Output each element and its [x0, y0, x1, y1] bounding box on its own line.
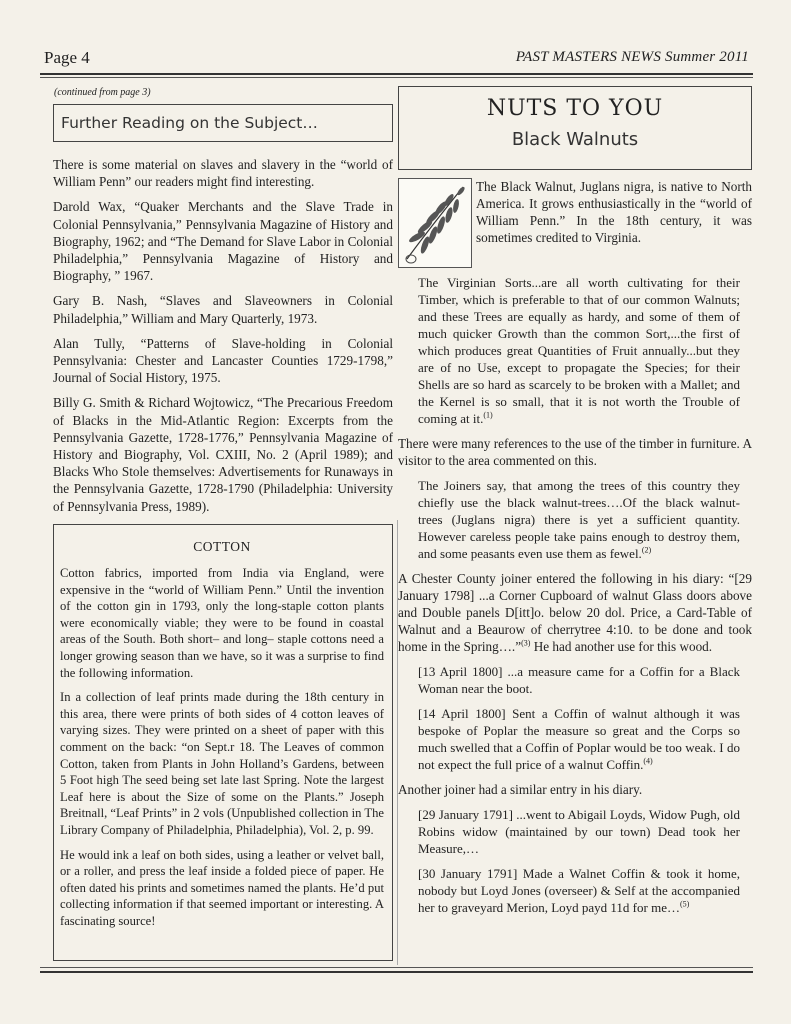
footer-rule-bottom [40, 971, 753, 973]
chester-county-paragraph: A Chester County joiner entered the following in his diary: “[29 January 1798] ...a Corner Cupboard of walnut Glass doors above and Double panels D[itt]o. below 20 dol. Price, a Card-Table of Walnut and a Beaurow of cherrytree 4:10. to be done and took home in the Spring….”$^{(3)}$ He had another use for this wood. [398, 571, 752, 654]
continued-note: (continued from page 3) [54, 87, 151, 98]
footnote-ref: (1) [483, 410, 493, 420]
nuts-subtitle: Black Walnuts [511, 129, 639, 150]
header-rule-bottom [40, 77, 753, 78]
virginian-quote: The Virginian Sorts...are all worth cultivating for their Timber, which is preferable to that of our common Walnuts; and these Trees are equally as hardy, and some of them of much quicker Growth than the common Sort,...the first of which produces great Quantities of Fruit annually...but they are of no Use, except to propagate the Species; for their Shells are so hard as scarcely to be broken with a Mallet; and the Kernel is so small, that it is not worth the Trouble of coming at it.$^{(1)}$ [418, 275, 740, 426]
left-column [53, 104, 393, 523]
reference-nash: Gary B. Nash, “Slaves and Slaveowners in Colonial Philadelphia,” William and Mary Quarterly, 1973. [53, 293, 393, 326]
walnut-leaf-icon [398, 178, 472, 268]
header-rule-top [40, 73, 753, 75]
reference-wax: Darold Wax, “Quaker Merchants and the Slave Trade in Colonial Pennsylvania,” Pennsylvania Magazine of History and Biography, 1962; and “The Demand for Slave Labor in Colonial Philadelphia,” Pennsylvania Magazine of History and Biography, ” 1967. [53, 199, 393, 284]
right-column [398, 86, 752, 924]
further-reading-intro: There is some material on slaves and slavery in the “world of William Penn” our readers might find interesting. [53, 157, 393, 190]
footnote-ref: (4) [643, 756, 653, 766]
cotton-paragraph: Cotton fabrics, imported from India via England, were expensive in the “world of William Penn.” Until the invention of the cotton gin in 1793, only the long-staple cotton plants were economically viable; they were to be found in coastal areas of the South. Both short– and long– staple cottons need a longer growing season than we have, so it was a surprise to find the following information. [60, 566, 384, 680]
footnote-ref: (2) [641, 545, 652, 555]
cotton-title: COTTON [193, 539, 251, 554]
column-divider [397, 520, 398, 965]
masthead: PAST MASTERS NEWS Summer 2011 [515, 49, 749, 65]
reference-smith-wojtowicz: Billy G. Smith & Richard Wojtowicz, “The Precarious Freedom of Blacks in the Mid-Atlantic Region: Excerpts from the Pennsylvania Gazette, 1728-1776,” Pennsylvania Magazine of History and Biography, Vol. CXIII, No. 2 (April 1989); and Blacks Who Stole themselves: Advertisements for Runaways in the Pennsylvania Gazette, 1728-1790 (Philadelphia: University of Pennsylvania Press, 1989). [53, 395, 393, 514]
cotton-paragraph: He would ink a leaf on both sides, using a leather or velvet ball, or a roller, and press the leaf inside a folded piece of paper. He often dated his prints and sometimes named the plants. He’d put collecting information if that seemed important or interesting. A fascinating source! [60, 847, 384, 928]
cotton-article-box [53, 524, 393, 961]
walnut-intro-text: The Black Walnut, Juglans nigra, is native to North America. It grows enthusiastically in the “world of William Penn.” In the 18th century, it was sometimes credited to Virginia. [476, 179, 752, 245]
diary-entry: [13 April 1800] ...a measure came for a Coffin for a Black Woman near the boot. [418, 664, 740, 696]
cotton-paragraph: In a collection of leaf prints made during the 18th century in this area, there were prints of both sides of 4 cotton leaves of varying sizes. They were printed on a sheet of paper with this comment on the back: “on Sept.r 18. The Leaves of common Cotton, taken from Plants in John Holland’s Gardens, between 5 Foot high The seed being set late last Spring. Note the largest Leaf here is about the Size of some on the Plants.” Joseph Breitnall, “Leaf Prints” in 2 vols (Unpublished collection in The Library Company of Philadelphia, Philadelphia), Vol. 2, p. 99. [60, 690, 384, 837]
joiners-quote: The Joiners say, that among the trees of this country they chiefly use the black walnut-trees….Of the black walnut-trees (Juglans nigra) there is yet a sufficient quantity. However careless people take pains enough to destroy them, and some peasants even use them as fewel.$^{(2)}$ [418, 478, 740, 561]
footer-rule-top [40, 967, 753, 968]
diary-entry: [30 January 1791] Made a Walnet Coffin & took it home, nobody but Loyd Jones (overseer) & Self at the accompanied her to graveyard Merion, Loyd payd 11d for me…$^{(5)}$ [418, 866, 740, 915]
nuts-title: NUTS TO YOU [486, 96, 664, 121]
furniture-paragraph: There were many references to the use of the timber in furniture. A visitor to the area commented on this. [398, 436, 752, 468]
diary-entry: [29 January 1791] ...went to Abigail Loyds, Widow Pugh, old Robins widow (maintained by our town) Dead took her Measure,… [418, 807, 740, 856]
nuts-title-box [398, 86, 752, 170]
further-reading-title: Further Reading on the Subject… [61, 114, 318, 132]
another-joiner-paragraph: Another joiner had a similar entry in his diary. [398, 782, 643, 797]
reference-tully: Alan Tully, “Patterns of Slave-holding in Colonial Pennsylvania: Chester and Lancaster Counties 1729-1798,” Journal of Social History, 1975. [53, 335, 393, 386]
further-reading-box [53, 104, 393, 142]
footnote-ref: (5) [679, 899, 690, 909]
walnut-intro [398, 178, 752, 246]
diary-entry: [14 April 1800] Sent a Coffin of walnut although it was bespoke of Poplar the measure so great and the Corps so much swelled that a Coffin of Poplar would be too weak. I do not expect the full price of a walnut Coffin.$^{(4)}$ [418, 706, 740, 772]
footnote-ref: (3) [521, 638, 531, 648]
page-number: Page 4 [44, 48, 90, 67]
